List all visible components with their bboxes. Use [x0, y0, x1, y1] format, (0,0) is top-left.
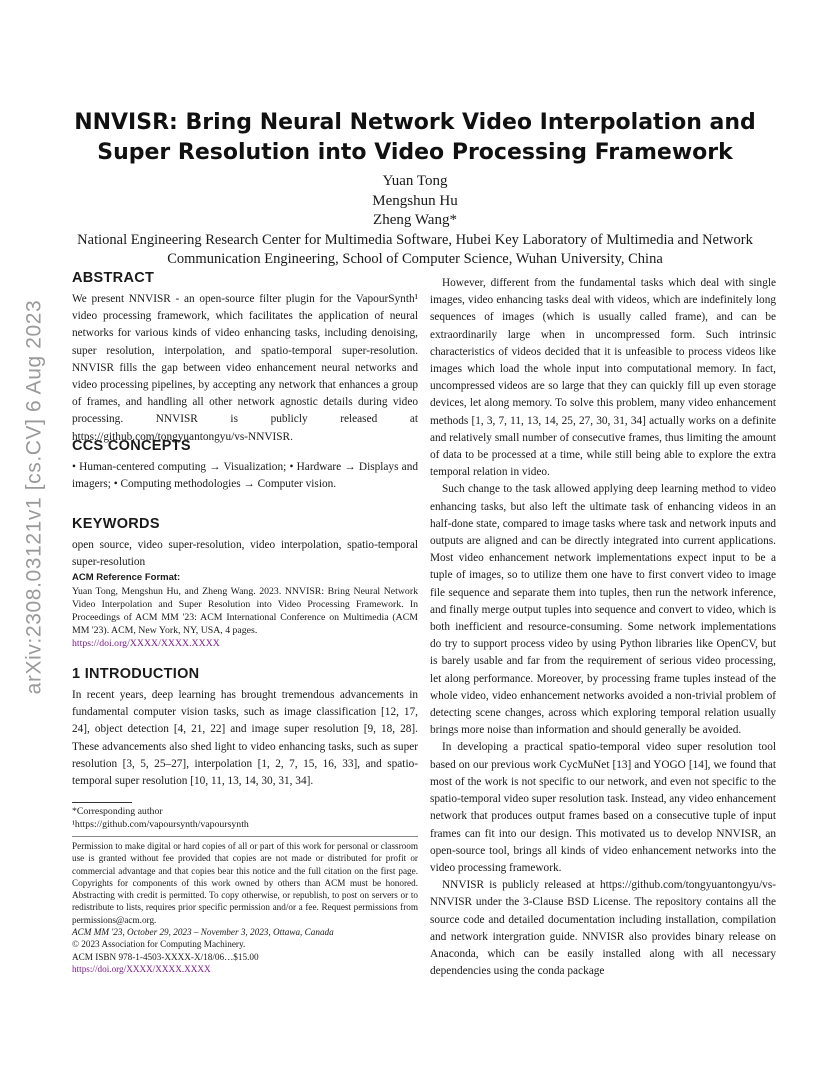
footnotes — [72, 796, 418, 831]
body-paragraph-4: NNVISR is publicly released at https://github.com/tongyuantongyu/vs-NNVISR under the 3-Clause BSD License. The repository contains all the source code and detailed documentation including installation, compilation and network intergration guide. NNVISR also provides binary release on Anaconda, which can be easily installed along with all necessary dependencies using the conda package — [430, 879, 776, 978]
author-1: Yuan Tong — [382, 173, 448, 189]
keywords-section — [72, 516, 418, 571]
isbn-line: ACM ISBN 978-1-4503-XXXX-X/18/06…$15.00 — [72, 951, 259, 962]
arxiv-id: arXiv:2308.03121v1 [cs.CV] 6 Aug 2023 — [22, 299, 45, 695]
conference-line: ACM MM '23, October 29, 2023 – November 3, 2023, Ottawa, Canada — [72, 927, 334, 938]
ccs-section — [72, 438, 418, 493]
body-paragraph-1: However, different from the fundamental tasks which deal with single images, video enhancing tasks deal with videos, which are indefinitely long sequences of images (which is usually called frame), and can be extraordinarily large when in uncompressed form. Such intrinsic characteristics of videos decided that it is unfeasible to process videos like images which load the whole input into computational memory. In fact, uncompressed videos are so large that they can quickly fill up even storage devices, let along memory. To solve this problem, many video enhancement methods [1, 3, 7, 11, 13, 14, 25, 27, 30, 31, 34] actually works on a definite and relatively small number of consecutive frames, thus limiting the amount of data to be processed at a time, while still being able to explore the extra temporal relation in video. — [430, 277, 776, 479]
footnote-url: ¹https://github.com/vapoursynth/vapoursynth — [72, 819, 249, 830]
intro-heading: 1 INTRODUCTION — [72, 666, 200, 682]
footnote-rule — [72, 802, 132, 803]
acm-ref-heading: ACM Reference Format: — [72, 572, 181, 583]
intro-text: In recent years, deep learning has brought tremendous advancements in fundamental computer vision tasks, such as image classification [12, 17, 24], object detection [4, 21, 22] and image super resolution [9, 18, 28]. These advancements also shed light to video enhancing tasks, such as super resolution [3, 5, 25–27], interpolation [1, 2, 7, 15, 16, 33], and spatio-temporal super resolution [10, 11, 13, 14, 30, 31, 34]. — [72, 689, 418, 788]
paper-title: NNVISR: Bring Neural Network Video Interpolation and Super Resolution into Video Processing Framework — [74, 110, 756, 165]
permission-doi[interactable]: https://doi.org/XXXX/XXXX.XXXX — [72, 963, 211, 974]
ccs-heading: CCS CONCEPTS — [72, 438, 191, 454]
abstract-text: We present NNVISR - an open-source filter plugin for the VapourSynth¹ video processing framework, which facilitates the application of neural networks for various kinds of video enhancing tasks, including denoising, super resolution, interpolation, and spatio-temporal super-resolution. NNVISR fills the gap between video enhancement neural networks and video processing pipelines, by accepting any network that enhances a group of frames, and handling all other network agnostic details during video processing. NNVISR is publicly released at https://github.com/tongyuantongyu/vs-NNVISR. — [72, 293, 418, 443]
ccs-text: • Human-centered computing → Visualization; • Hardware → Displays and imagers; • Computing methodologies → Computer vision. — [72, 461, 418, 491]
keywords-heading: KEYWORDS — [72, 516, 160, 532]
acm-reference — [72, 572, 418, 650]
permission-text: Permission to make digital or hard copies of all or part of this work for personal or classroom use is granted without fee provided that copies are not made or distributed for profit or commercial advantage and that copies bear this notice and the full citation on the first page. Copyrights for components of this work owned by others than ACM must be honored. Abstracting with credit is permitted. To copy otherwise, or republish, to post on servers or to redistribute to lists, requires prior specific permission and/or a fee. Request permissions from permissions@acm.org. — [72, 841, 418, 925]
acm-ref-doi[interactable]: https://doi.org/XXXX/XXXX.XXXX — [72, 638, 220, 649]
author-3: Zheng Wang* — [373, 212, 457, 228]
permission-block — [72, 836, 418, 975]
footnote-corresponding: *Corresponding author — [72, 806, 163, 817]
keywords-text: open source, video super-resolution, video interpolation, spatio-temporal super-resolution — [72, 539, 418, 569]
abstract-section — [72, 270, 418, 446]
body-paragraph-3: In developing a practical spatio-temporal video super resolution tool based on our previous work CycMuNet [13] and YOGO [14], we found that most of the work is not specific to our network, and even not specific to the spatio-temporal video super resolution task. Instead, any video enhancement network that produces output frames based on a consecutive tuple of input frames can fit into our design. This motivated us to develop NNVISR, an open-source tool, brings all kinds of video enhancement networks into the video processing framework. — [430, 741, 776, 874]
author-2: Mengshun Hu — [372, 193, 458, 209]
right-column — [430, 275, 776, 980]
arxiv-stamp — [18, 262, 50, 732]
intro-section — [72, 666, 418, 790]
abstract-heading: ABSTRACT — [72, 270, 155, 286]
affiliation: National Engineering Research Center for Multimedia Software, Hubei Key Laboratory of Multimedia and Network Communication Engineering, School of Computer Science, Wuhan University, China — [77, 232, 753, 267]
acm-ref-text: Yuan Tong, Mengshun Hu, and Zheng Wang. 2023. NNVISR: Bring Neural Network Video Interpolation and Super Resolution into Video Processing Framework. In Proceedings of ACM MM '23: ACM International Conference on Multimedia (ACM MM '23). ACM, New York, NY, USA, 4 pages. — [72, 586, 418, 636]
body-paragraph-2: Such change to the task allowed applying deep learning method to video enhancing tasks, but also left the ultimate task of enhancing videos in an half-done state, compared to image tasks where task and network inputs and outputs are aligned and can be directly integrated into current applications. Most video enhancement network implementations expect input to be a tuple of images, so to utilize them one have to first convert video to image file sequence and separate them into tuples, then run the network inference, and finally merge output tuples into sequence and convert to video, which is both inefficient and resource-consuming. Some network implementations do try to support process video by using Python libraries like OpenCV, but is barely usable and far from the requirement of serious video processing, let along performance. Moreover, by processing frame tuples instead of the whole video, video enhancement networks avoided a non-trivial problem of detecting scene changes, across which exploring temporal relation usually brings more noise than information and should generally be avoided. — [430, 483, 776, 737]
copyright-line: © 2023 Association for Computing Machinery. — [72, 939, 246, 950]
